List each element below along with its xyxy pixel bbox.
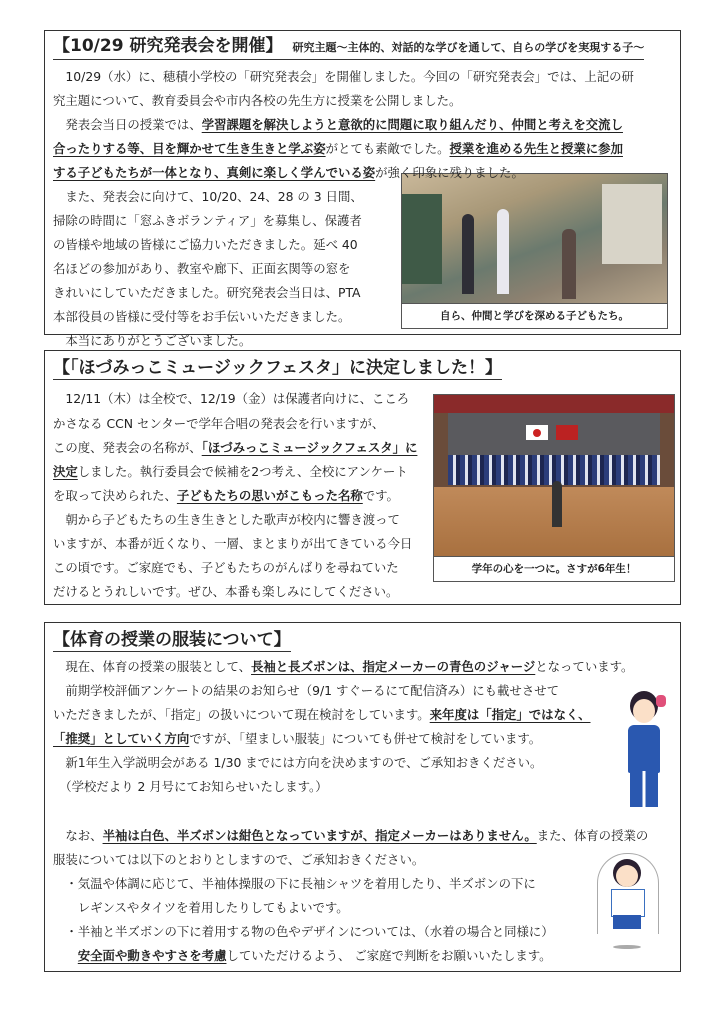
body-text-line [53, 536, 412, 552]
text-segment: かさなる CCN センターで学年合唱の発表会を行いますが、 [53, 416, 385, 431]
body-text-line [53, 333, 251, 349]
text-segment: ・気温や体調に応じて、半袖体操服の下に長袖シャツを着用したり、半ズボンの下に [53, 876, 536, 891]
text-segment: レギンスやタイツを着用したりしてもよいです。 [53, 900, 349, 915]
text-segment: 朝から子どもたちの生き生きとした歌声が校内に響き渡って [53, 512, 400, 527]
text-segment: 服装については以下のとおりとしますので、ご承知おきください。 [53, 852, 425, 867]
text-segment: となっています。 [535, 659, 634, 674]
photo-caption: 自ら、仲間と学びを深める子どもたち。 [401, 303, 668, 329]
text-segment: が強く印象に残りました。 [375, 165, 524, 180]
body-text-line [53, 440, 417, 456]
body-text-line [53, 261, 350, 277]
body-text-line [53, 659, 633, 675]
body-text-line [53, 93, 461, 109]
body-text-line [53, 560, 399, 576]
classroom-photo [401, 173, 668, 305]
body-text-line [53, 416, 384, 432]
body-text-line [53, 512, 400, 528]
subtitle-text: 研究主題～主体的、対話的な学びを通して、自らの学びを実現する子～ [292, 41, 645, 54]
body-text-line [53, 876, 536, 892]
text-segment [53, 948, 78, 963]
section-title: 【「ほづみっこミュージックフェスタ」に決定しました！】 [53, 358, 502, 378]
girl-in-jersey-illustration [620, 691, 670, 811]
emphasized-text: する子どもたちが一体となり、真剣に楽しく学んでいる姿 [53, 165, 376, 180]
text-segment: 12/11（木）は全校で、12/19（金）は保護者向けに、こころ [53, 391, 410, 406]
text-segment: きれいにしていただきました。研究発表会当日は、PTA [53, 285, 361, 300]
text-segment: 本部役員の皆様に受付等をお手伝いいただきました。 [53, 309, 351, 324]
text-segment: 名ほどの参加があり、教室や廊下、正面玄関等の窓を [53, 261, 351, 276]
emphasized-text: 「推奨」としていく方向 [53, 731, 190, 746]
emphasized-text: 合ったりする等、目を輝かせて生き生きと学ぶ姿 [53, 141, 326, 156]
body-text-line [53, 464, 408, 480]
text-segment: なお、 [53, 828, 103, 843]
emphasized-text: 授業を進める先生と授業に参加 [449, 141, 623, 156]
body-text-line [53, 584, 398, 600]
text-segment: いただきましたが、「指定」の扱いについて現在検討をしています。 [53, 707, 430, 722]
title-text: 【10/29 研究発表会を開催】 [53, 36, 283, 56]
emphasized-text: 半袖は白色、半ズボンは紺色となっていますが、指定メーカーはありません。 [102, 828, 537, 843]
text-segment: 究主題について、教育委員会や市内各校の先生方に授業を公開しました。 [53, 93, 462, 108]
body-text-line [53, 165, 524, 181]
gym-choir-photo [433, 394, 675, 558]
body-text-line [53, 731, 541, 747]
emphasized-text: 安全面や動きやすさを考慮 [77, 948, 227, 963]
body-text-line [53, 707, 591, 723]
body-text-line [53, 683, 559, 699]
text-segment: しました。執行委員会で候補を2つ考え、全校にアンケート [77, 464, 408, 479]
text-segment: を取って決められた、 [53, 488, 177, 503]
text-segment: 新1年生入学説明会がある 1/30 までには方向を決めますので、ご承知おきください。 [53, 755, 543, 770]
text-segment: ・半袖と半ズボンの下に着用する物の色やデザインについては、（水着の場合と同様に） [53, 924, 554, 939]
text-segment: ですが、「望ましい服装」についても併せて検討をしています。 [189, 731, 542, 746]
emphasized-text: 長袖と長ズボンは、指定メーカーの青色のジャージ [251, 659, 536, 674]
text-segment: の皆様や地域の皆様にご協力いただきました。延べ 40 [53, 237, 358, 252]
body-text-line [53, 189, 363, 205]
body-text-line [53, 852, 424, 868]
section-title [53, 35, 644, 60]
text-segment: 10/29（水）に、穂積小学校の「研究発表会」を開催しました。今回の「研究発表会」では、上記の研 [53, 69, 634, 84]
body-text-line [53, 117, 623, 133]
body-text-line [53, 285, 361, 301]
body-text-line [53, 924, 554, 940]
section-research-presentation [44, 30, 681, 348]
photo-caption: 学年の心を一つに。さすが6年生！ [433, 556, 675, 582]
text-segment: また、体育の授業の [536, 828, 649, 843]
body-text-line [53, 755, 542, 771]
body-text-line [53, 237, 358, 253]
body-text-line [53, 213, 362, 229]
jump-rope-girl-illustration [593, 845, 663, 955]
body-text-line [53, 141, 623, 157]
body-text-line [53, 488, 399, 504]
text-segment: 発表会当日の授業では、 [53, 117, 202, 132]
emphasized-text: 子どもたちの思いがこもった名称 [176, 488, 363, 503]
section-title: 【体育の授業の服装について】 [53, 630, 291, 650]
text-segment: 本当にありがとうございました。 [53, 333, 252, 348]
emphasized-text: 「ほづみっこミュージックフェスタ」に [201, 440, 418, 455]
text-segment: だけるとうれしいです。ぜひ、本番も楽しみにしてください。 [53, 584, 399, 599]
body-text-line [53, 69, 634, 85]
text-segment: です。 [362, 488, 399, 503]
text-segment: 前期学校評価アンケートの結果のお知らせ（9/1 すぐーるにて配信済み）にも載せさせて [53, 683, 559, 698]
body-text-line [53, 828, 648, 844]
text-segment: この度、発表会の名称が、 [53, 440, 202, 455]
emphasized-text: 学習課題を解決しようと意欲的に問題に取り組んだり、仲間と考えを交流し [201, 117, 623, 132]
emphasized-text: 来年度は「指定」ではなく、 [429, 707, 591, 722]
section-music-festa [44, 350, 681, 605]
text-segment: していただけるよう、 ご家庭で判断をお願いいたします。 [226, 948, 552, 963]
body-text-line [53, 900, 349, 916]
section-pe-clothing [44, 622, 681, 972]
emphasized-text: 決定 [53, 464, 78, 479]
text-segment: 現在、体育の授業の服装として、 [53, 659, 252, 674]
body-text-line [53, 391, 409, 407]
text-segment: （学校だより 2 月号にてお知らせいたします。） [53, 779, 328, 794]
text-segment: また、発表会に向けて、10/20、24、28 の 3 日間、 [53, 189, 363, 204]
body-text-line [53, 779, 328, 795]
text-segment: この頃です。ご家庭でも、子どもたちのがんばりを尋ねていた [53, 560, 399, 575]
body-text-line [53, 948, 552, 964]
text-segment: 掃除の時間に「窓ふきボランティア」を募集し、保護者 [53, 213, 362, 228]
text-segment: いますが、本番が近くなり、一層、まとまりが出てきている今日 [53, 536, 413, 551]
text-segment: がとても素敵でした。 [325, 141, 450, 156]
body-text-line [53, 309, 350, 325]
